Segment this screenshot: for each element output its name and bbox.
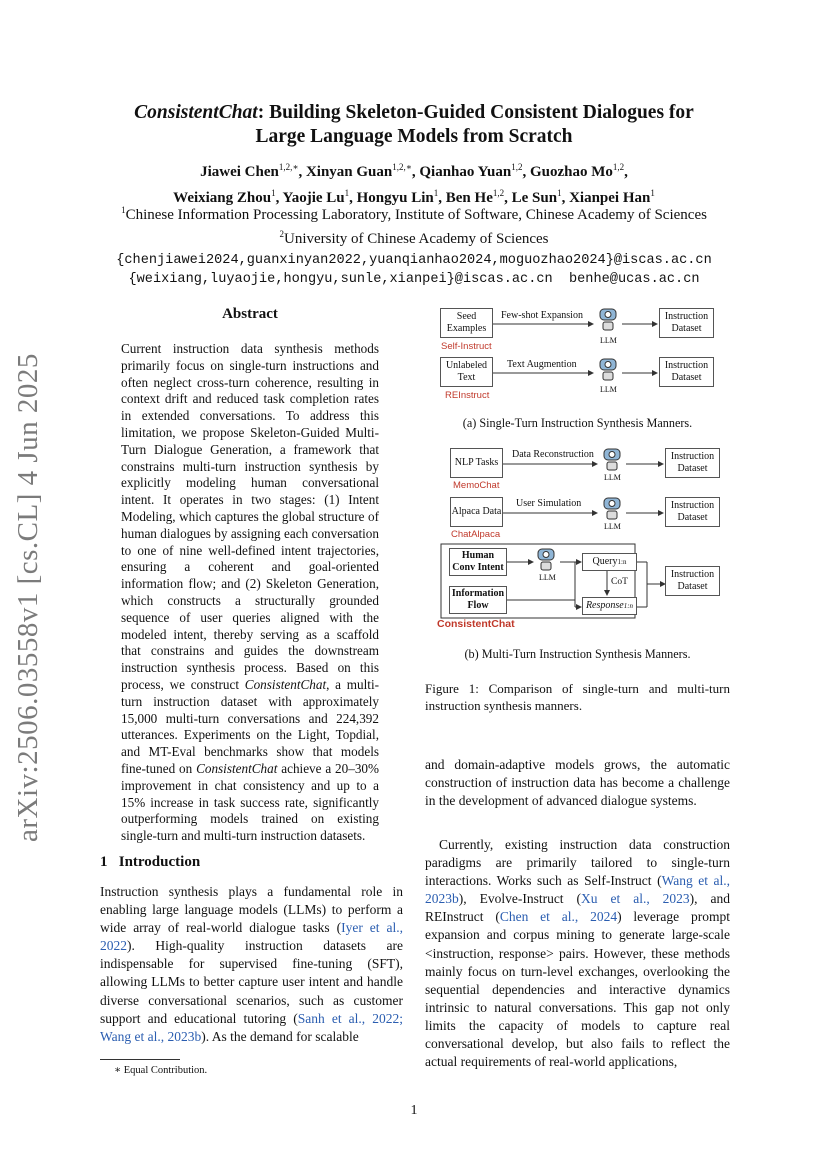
- reinstruct-label: REInstruct: [445, 390, 490, 401]
- author-list: Jiawei Chen$^{1,2,∗}$, Xinyan Guan$^{1,2,∗}$, Qianhao Yuan$^{1,2}$, Guozhao Mo$^{1,2}$, Weixiang Zhou$^1$, Yaojie Lu$^1$, Hongyu Lin$^1$, Ben He$^{1,2}$, Le Sun$^1$, Xianpei Han$^1$: [173, 162, 655, 206]
- robot-icon: [597, 306, 619, 332]
- title-emphasis: ConsistentChat: [134, 102, 258, 123]
- footnote: ∗ Equal Contribution.: [114, 1065, 208, 1076]
- citation-link[interactable]: Iyer et al., 2022: [100, 920, 403, 954]
- seed-examples-box: Seed Examples: [440, 308, 493, 338]
- author: Ben He$^{1,2}$: [445, 188, 505, 206]
- affiliation-2: University of Chinese Academy of Sciences: [283, 231, 549, 247]
- page-number: 1: [410, 1103, 418, 1118]
- citation-link[interactable]: Chen et al., 2024: [499, 909, 618, 925]
- author: Xianpei Han$^1$: [569, 188, 655, 206]
- figure-1a: [425, 300, 730, 440]
- title-line2: Large Language Models from Scratch: [255, 126, 573, 147]
- cot-label: CoT: [611, 577, 628, 587]
- paper-title: [0, 101, 828, 149]
- affiliation-1: Chinese Information Processing Laboratory, Institute of Software, Chinese Academy of Sciences: [125, 207, 707, 223]
- author: Yaojie Lu$^1$: [282, 188, 350, 206]
- figure-1b-caption: (b) Multi-Turn Instruction Synthesis Manners.: [464, 647, 691, 661]
- llm-label: LLM: [604, 473, 621, 482]
- response-box: Response 1:n: [582, 597, 637, 615]
- instruction-dataset-box: Instruction Dataset: [659, 308, 714, 338]
- instruction-dataset-box: Instruction Dataset: [665, 448, 720, 478]
- author: Xinyan Guan$^{1,2,∗}$: [305, 162, 412, 180]
- author: Le Sun$^1$: [511, 188, 562, 206]
- instruction-dataset-box: Instruction Dataset: [659, 357, 714, 387]
- footnote-rule: [100, 1059, 180, 1060]
- data-reconstruction-label: Data Reconstruction: [512, 449, 594, 460]
- email-line-1[interactable]: {chenjiawei2024,guanxinyan2022,yuanqianhao2024,moguozhao2024}@iscas.ac.cn: [116, 253, 712, 268]
- fewshot-label: Few-shot Expansion: [501, 310, 583, 321]
- unlabeled-text-box: Unlabeled Text: [440, 357, 493, 387]
- memochat-label: MemoChat: [453, 480, 500, 491]
- chatalpaca-label: ChatAlpaca: [451, 529, 501, 540]
- nlp-tasks-box: NLP Tasks: [450, 448, 503, 478]
- abstract-text: Current instruction data synthesis methods primarily focus on single-turn instructions and often neglect cross-turn coherence, resulting in context drift and reduced task completion rates in extended conversations. To address this limitation, we propose Skeleton-Guided Multi-Turn Dialogue Generation, a framework that constrains multi-turn instruction synthesis by explicitly modeling human conversational intent. It operates in two stages: (1) Intent Modeling, which captures the global structure of human dialogues by assigning each conversation to one of nine well-defined intent trajectories, ensuring a coherent and goal-oriented information flow; and (2) Skeleton Generation, which constructs a structurally grounded sequence of user queries aligned with the modeled intent, thereby serving as a scaffold that constrains and guides the downstream instruction synthesis process. Based on this process, we construct ConsistentChat, a multi-turn instruction dataset with approximately 15,000 multi-turn conversations and 224,392 utterances. Experiments on the Light, Topdial, and MT-Eval benchmarks show that models fine-tuned on ConsistentChat achieve a 20–30% improvement in chat consistency and up to a 15% increase in task success rate, significantly outperforming models trained on existing single-turn and multi-turn instruction datasets.: [121, 341, 380, 844]
- author: Qianhao Yuan$^{1,2}$: [419, 162, 523, 180]
- instruction-dataset-box: Instruction Dataset: [665, 566, 720, 596]
- author: Guozhao Mo$^{1,2}$: [529, 162, 625, 180]
- email-line-2[interactable]: {weixiang,luyaojie,hongyu,sunle,xianpei}@iscas.ac.cn benhe@ucas.ac.cn: [128, 272, 700, 287]
- consistentchat-label: ConsistentChat: [437, 618, 515, 630]
- text-augmention-label: Text Augmention: [507, 359, 577, 370]
- human-conv-intent-box: Human Conv Intent: [449, 548, 507, 576]
- self-instruct-label: Self-Instruct: [441, 341, 492, 352]
- robot-icon: [601, 446, 623, 472]
- robot-icon: [535, 546, 557, 572]
- abstract-heading: Abstract: [222, 306, 278, 322]
- citation-link[interactable]: Sanh et al., 2022; Wang et al., 2023b: [100, 1010, 403, 1044]
- query-box: Query 1:n: [582, 553, 637, 571]
- author: Jiawei Chen$^{1,2,∗}$: [200, 162, 299, 180]
- section-heading: 1 Introduction: [100, 854, 201, 870]
- arxiv-identifier: arXiv:2506.03558v1 [cs.CL] 4 Jun 2025: [12, 353, 44, 842]
- robot-icon: [601, 495, 623, 521]
- instruction-dataset-box: Instruction Dataset: [665, 497, 720, 527]
- right-column-paragraph-1: and domain-adaptive models grows, the automatic construction of instruction data has become a challenge in the development of advanced dialogue systems.: [425, 757, 730, 809]
- robot-icon: [597, 356, 619, 382]
- figure-1b: [425, 440, 730, 665]
- information-flow-box: Information Flow: [449, 586, 507, 614]
- author: Weixiang Zhou$^1$: [173, 188, 276, 206]
- user-simulation-label: User Simulation: [516, 498, 582, 509]
- affiliations: $^1$Chinese Information Processing Laboratory, Institute of Software, Chinese Academy of Sciences $^2$University of Chinese Academy of Sciences {chenjiawei2024,guanxinyan2022,yuanqianhao2024,moguozhao2024}@iscas.ac.cn {weixiang,luyaojie,hongyu,sunle,xianpei}@iscas.ac.cn benhe@ucas.ac.cn: [0, 201, 828, 289]
- llm-label: LLM: [604, 522, 621, 531]
- figure-1-caption: Figure 1: Comparison of single-turn and multi-turn instruction synthesis manners.: [425, 681, 730, 713]
- right-column-paragraph-2: Currently, existing instruction data construction paradigms are primarily tailored to single-turn interactions. Works such as Self-Instruct (Wang et al., 2023b), Evolve-Instruct (Xu et al., 2023), and REInstruct (Chen et al., 2024) leverage prompt expansion and corpus mining to generate large-scale <instruction, response> pairs. However, these methods mainly focus on turn-level exchanges, overlooking the sequential dependencies and interactive dynamics intrinsic to natural conversations. This gap not only limits the capacity of models to capture real conversational develop, but also fails to reflect the actual requirements of real-world applications,: [425, 837, 730, 1070]
- figure-1a-caption: (a) Single-Turn Instruction Synthesis Manners.: [462, 416, 693, 430]
- intro-paragraph: Instruction synthesis plays a fundamental role in enabling large language models (LLMs) to perform a wide array of real-world dialogue tasks (Iyer et al., 2022). High-quality instruction datasets are indispensable for supervised fine-tuning (SFT), allowing LLMs to better capture user intent and handle diverse conversational scenarios, such as customer support and educational tutoring (Sanh et al., 2022; Wang et al., 2023b). As the demand for scalable: [100, 884, 403, 1044]
- citation-link[interactable]: Xu et al., 2023: [581, 891, 690, 907]
- llm-label: LLM: [600, 385, 617, 394]
- citation-link[interactable]: Wang et al., 2023b: [425, 873, 730, 907]
- author: Hongyu Lin$^1$: [356, 188, 439, 206]
- llm-label: LLM: [600, 336, 617, 345]
- alpaca-data-box: Alpaca Data: [450, 497, 503, 527]
- title-line1: : Building Skeleton-Guided Consistent Dialogues for: [257, 102, 694, 123]
- llm-label: LLM: [539, 573, 556, 582]
